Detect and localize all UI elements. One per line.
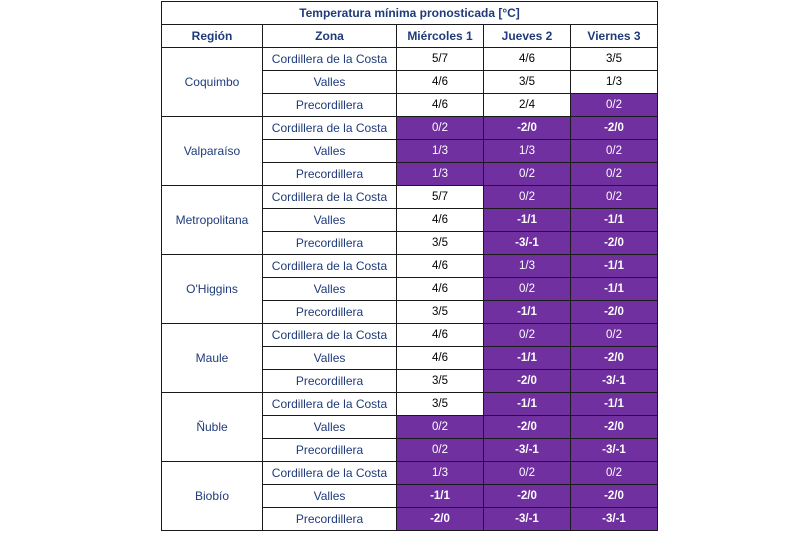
temp-cell: -1/1: [484, 347, 571, 370]
temp-cell: 4/6: [397, 209, 484, 232]
temp-cell: 4/6: [397, 347, 484, 370]
temp-cell: -3/-1: [484, 508, 571, 531]
temp-cell: -2/0: [571, 416, 658, 439]
title-row: [162, 2, 658, 25]
zona-cell: Cordillera de la Costa: [263, 255, 397, 278]
temp-cell: -3/-1: [571, 370, 658, 393]
temp-cell: 0/2: [397, 117, 484, 140]
temp-cell: 3/5: [397, 232, 484, 255]
zona-cell: Valles: [263, 140, 397, 163]
temp-cell: -1/1: [571, 278, 658, 301]
region-cell: Maule: [162, 324, 263, 393]
temp-cell: 1/3: [397, 163, 484, 186]
zona-cell: Precordillera: [263, 94, 397, 117]
temp-cell: 0/2: [571, 324, 658, 347]
header-day-1: Miércoles 1: [397, 25, 484, 48]
temp-cell: 2/4: [484, 94, 571, 117]
temp-cell: -1/1: [484, 301, 571, 324]
table-row: [162, 462, 658, 485]
temp-cell: -2/0: [484, 370, 571, 393]
temp-cell: 4/6: [397, 278, 484, 301]
temp-cell: -3/-1: [484, 232, 571, 255]
zona-cell: Valles: [263, 209, 397, 232]
zona-cell: Precordillera: [263, 370, 397, 393]
temp-cell: 4/6: [397, 94, 484, 117]
table-row: [162, 324, 658, 347]
zona-cell: Precordillera: [263, 163, 397, 186]
zona-cell: Valles: [263, 347, 397, 370]
header-region: Región: [162, 25, 263, 48]
temp-cell: -2/0: [397, 508, 484, 531]
temp-cell: 1/3: [397, 140, 484, 163]
table-title: Temperatura mínima pronosticada [°C]: [162, 2, 658, 25]
region-cell: Metropolitana: [162, 186, 263, 255]
temp-cell: -1/1: [571, 209, 658, 232]
table-row: [162, 393, 658, 416]
region-cell: Coquimbo: [162, 48, 263, 117]
table-body: [162, 48, 658, 531]
temp-cell: 0/2: [484, 186, 571, 209]
zona-cell: Precordillera: [263, 508, 397, 531]
zona-cell: Cordillera de la Costa: [263, 117, 397, 140]
temp-cell: 4/6: [397, 255, 484, 278]
temp-cell: -2/0: [484, 485, 571, 508]
temp-cell: -3/-1: [571, 439, 658, 462]
temp-cell: -1/1: [571, 255, 658, 278]
temp-cell: -2/0: [571, 301, 658, 324]
temp-cell: 1/3: [484, 255, 571, 278]
forecast-table: [161, 1, 658, 531]
region-cell: Ñuble: [162, 393, 263, 462]
header-zona: Zona: [263, 25, 397, 48]
temp-cell: -2/0: [571, 117, 658, 140]
table-row: [162, 255, 658, 278]
temp-cell: -3/-1: [484, 439, 571, 462]
temp-cell: -1/1: [484, 393, 571, 416]
temp-cell: 5/7: [397, 186, 484, 209]
temp-cell: 3/5: [397, 301, 484, 324]
temp-cell: 0/2: [571, 94, 658, 117]
temp-cell: 1/3: [571, 71, 658, 94]
temp-cell: 0/2: [484, 163, 571, 186]
temp-cell: 0/2: [571, 462, 658, 485]
zona-cell: Precordillera: [263, 301, 397, 324]
zona-cell: Valles: [263, 485, 397, 508]
zona-cell: Valles: [263, 416, 397, 439]
temp-cell: 5/7: [397, 48, 484, 71]
temp-cell: 3/5: [484, 71, 571, 94]
temp-cell: 4/6: [397, 324, 484, 347]
temp-cell: 3/5: [571, 48, 658, 71]
zona-cell: Cordillera de la Costa: [263, 48, 397, 71]
zona-cell: Valles: [263, 278, 397, 301]
temp-cell: 0/2: [571, 186, 658, 209]
temp-cell: 0/2: [571, 163, 658, 186]
temp-cell: 0/2: [484, 278, 571, 301]
region-cell: O'Higgins: [162, 255, 263, 324]
temp-cell: -1/1: [571, 393, 658, 416]
temp-cell: 3/5: [397, 370, 484, 393]
header-day-3: Viernes 3: [571, 25, 658, 48]
header-day-2: Jueves 2: [484, 25, 571, 48]
temp-cell: -2/0: [571, 232, 658, 255]
zona-cell: Precordillera: [263, 232, 397, 255]
temp-cell: -3/-1: [571, 508, 658, 531]
table-row: [162, 48, 658, 71]
temp-cell: 1/3: [484, 140, 571, 163]
temp-cell: 0/2: [397, 439, 484, 462]
temp-cell: 4/6: [397, 71, 484, 94]
temp-cell: 0/2: [571, 140, 658, 163]
zona-cell: Valles: [263, 71, 397, 94]
zona-cell: Cordillera de la Costa: [263, 462, 397, 485]
temp-cell: 0/2: [484, 462, 571, 485]
temp-cell: -1/1: [397, 485, 484, 508]
temp-cell: 4/6: [484, 48, 571, 71]
temp-cell: -2/0: [571, 485, 658, 508]
zona-cell: Cordillera de la Costa: [263, 324, 397, 347]
temp-cell: -2/0: [571, 347, 658, 370]
table-row: [162, 117, 658, 140]
zona-cell: Cordillera de la Costa: [263, 186, 397, 209]
temp-cell: 1/3: [397, 462, 484, 485]
temp-cell: -2/0: [484, 117, 571, 140]
temp-cell: -1/1: [484, 209, 571, 232]
temp-cell: -2/0: [484, 416, 571, 439]
region-cell: Biobío: [162, 462, 263, 531]
table-row: [162, 186, 658, 209]
header-row: [162, 25, 658, 48]
temp-cell: 3/5: [397, 393, 484, 416]
zona-cell: Precordillera: [263, 439, 397, 462]
temp-cell: 0/2: [484, 324, 571, 347]
temp-cell: 0/2: [397, 416, 484, 439]
zona-cell: Cordillera de la Costa: [263, 393, 397, 416]
region-cell: Valparaíso: [162, 117, 263, 186]
